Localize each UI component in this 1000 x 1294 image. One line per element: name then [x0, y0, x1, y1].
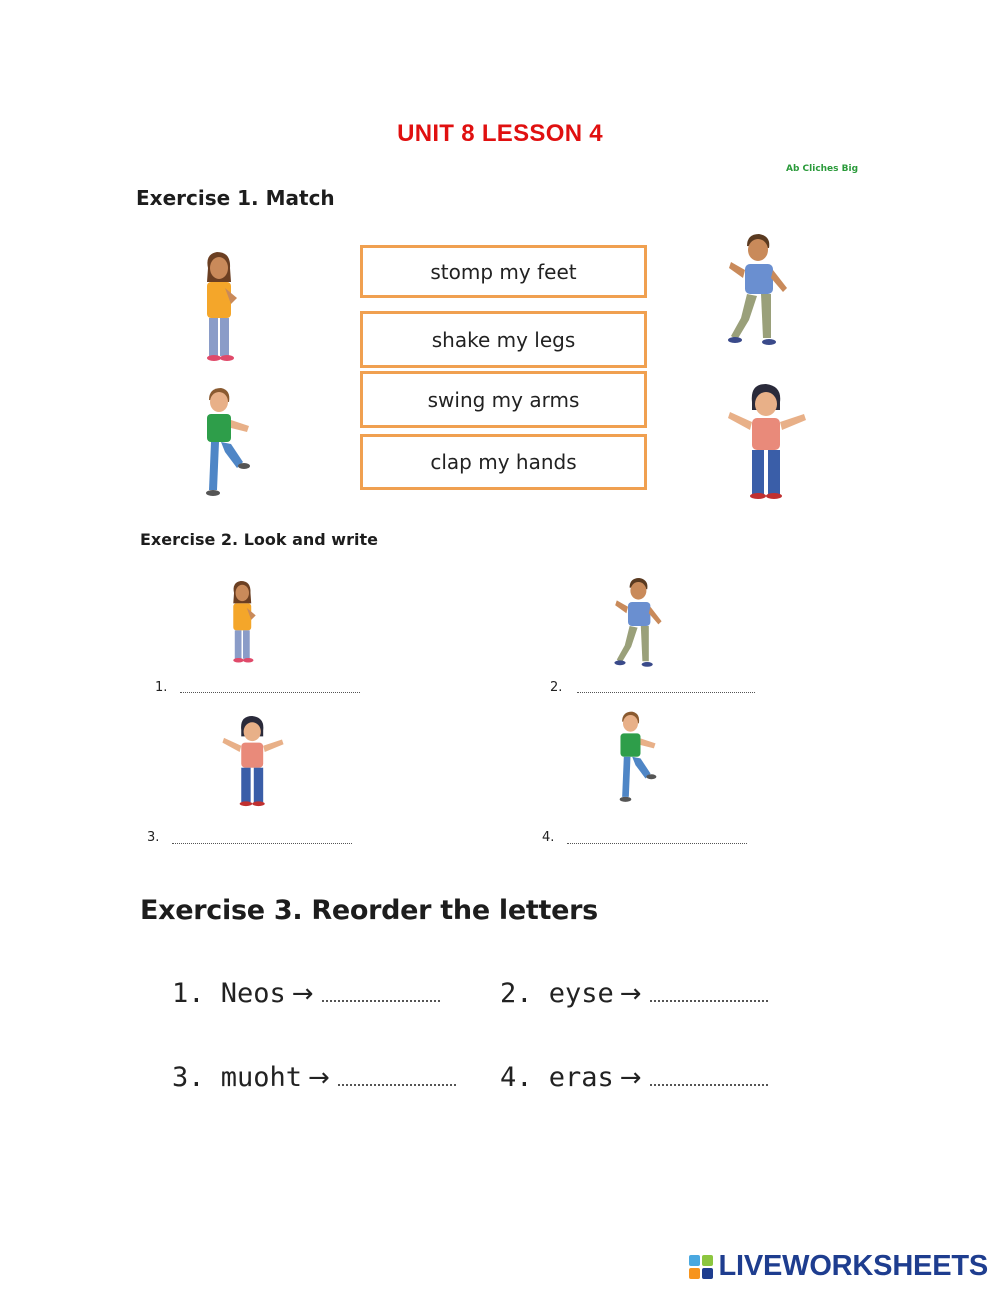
- girl-swinging-arms-small-illustration: [212, 716, 294, 810]
- reorder-item-1: [172, 978, 440, 1009]
- match-box-clap-my-hands[interactable]: clap my hands: [360, 434, 647, 490]
- arrow-right-icon: →: [308, 1063, 330, 1093]
- reorder-word: 1. Neos: [172, 978, 286, 1009]
- boy-shaking-legs-small-illustration: [612, 578, 668, 674]
- logo-text: LIVEWORKSHEETS: [718, 1250, 988, 1282]
- reorder-word: 2. eyse: [500, 978, 614, 1009]
- arrow-right-icon: →: [291, 979, 314, 1009]
- reorder-answer-field-4[interactable]: [650, 1083, 768, 1086]
- ex2-item-number: 2.: [550, 680, 563, 695]
- girl-clapping-small-illustration: [222, 578, 264, 664]
- arrow-right-icon: →: [619, 1063, 642, 1093]
- match-box-swing-my-arms[interactable]: swing my arms: [360, 371, 647, 428]
- page-title: UNIT 8 LESSON 4: [397, 120, 603, 147]
- exercise-1-title: Exercise 1. Match: [136, 186, 335, 210]
- ex2-item-number: 4.: [542, 830, 555, 845]
- ex2-item-number: 1.: [155, 680, 168, 695]
- reorder-answer-field-3[interactable]: [338, 1083, 456, 1086]
- reorder-item-3: [172, 1062, 456, 1093]
- ex2-answer-field-4[interactable]: [567, 842, 747, 844]
- boy-shaking-legs-illustration: [725, 234, 795, 354]
- liveworksheets-logo[interactable]: [689, 1250, 989, 1283]
- reorder-item-2: [500, 978, 768, 1009]
- exercise-3-title: Exercise 3. Reorder the letters: [140, 895, 598, 926]
- ex2-item-number: 3.: [147, 830, 160, 845]
- cropped-text-fragment: Ab Cliches Big: [786, 164, 859, 174]
- reorder-word: 4. eras: [500, 1062, 614, 1093]
- reorder-item-4: [500, 1062, 768, 1093]
- boy-stomping-small-illustration: [612, 710, 664, 806]
- logo-grid-icon: [689, 1255, 713, 1279]
- girl-swinging-arms-illustration: [726, 384, 808, 504]
- reorder-answer-field-1[interactable]: [322, 999, 440, 1002]
- match-box-stomp-my-feet[interactable]: stomp my feet: [360, 245, 647, 298]
- ex2-answer-field-2[interactable]: [577, 691, 755, 693]
- girl-clapping-illustration: [195, 248, 245, 363]
- match-box-shake-my-legs[interactable]: shake my legs: [360, 311, 647, 368]
- arrow-right-icon: →: [619, 979, 642, 1009]
- ex2-answer-field-1[interactable]: [180, 691, 360, 693]
- boy-stomping-illustration: [197, 386, 259, 501]
- ex2-answer-field-3[interactable]: [172, 842, 352, 844]
- exercise-2-title: Exercise 2. Look and write: [140, 530, 378, 549]
- reorder-answer-field-2[interactable]: [650, 999, 768, 1002]
- reorder-word: 3. muoht: [172, 1062, 303, 1093]
